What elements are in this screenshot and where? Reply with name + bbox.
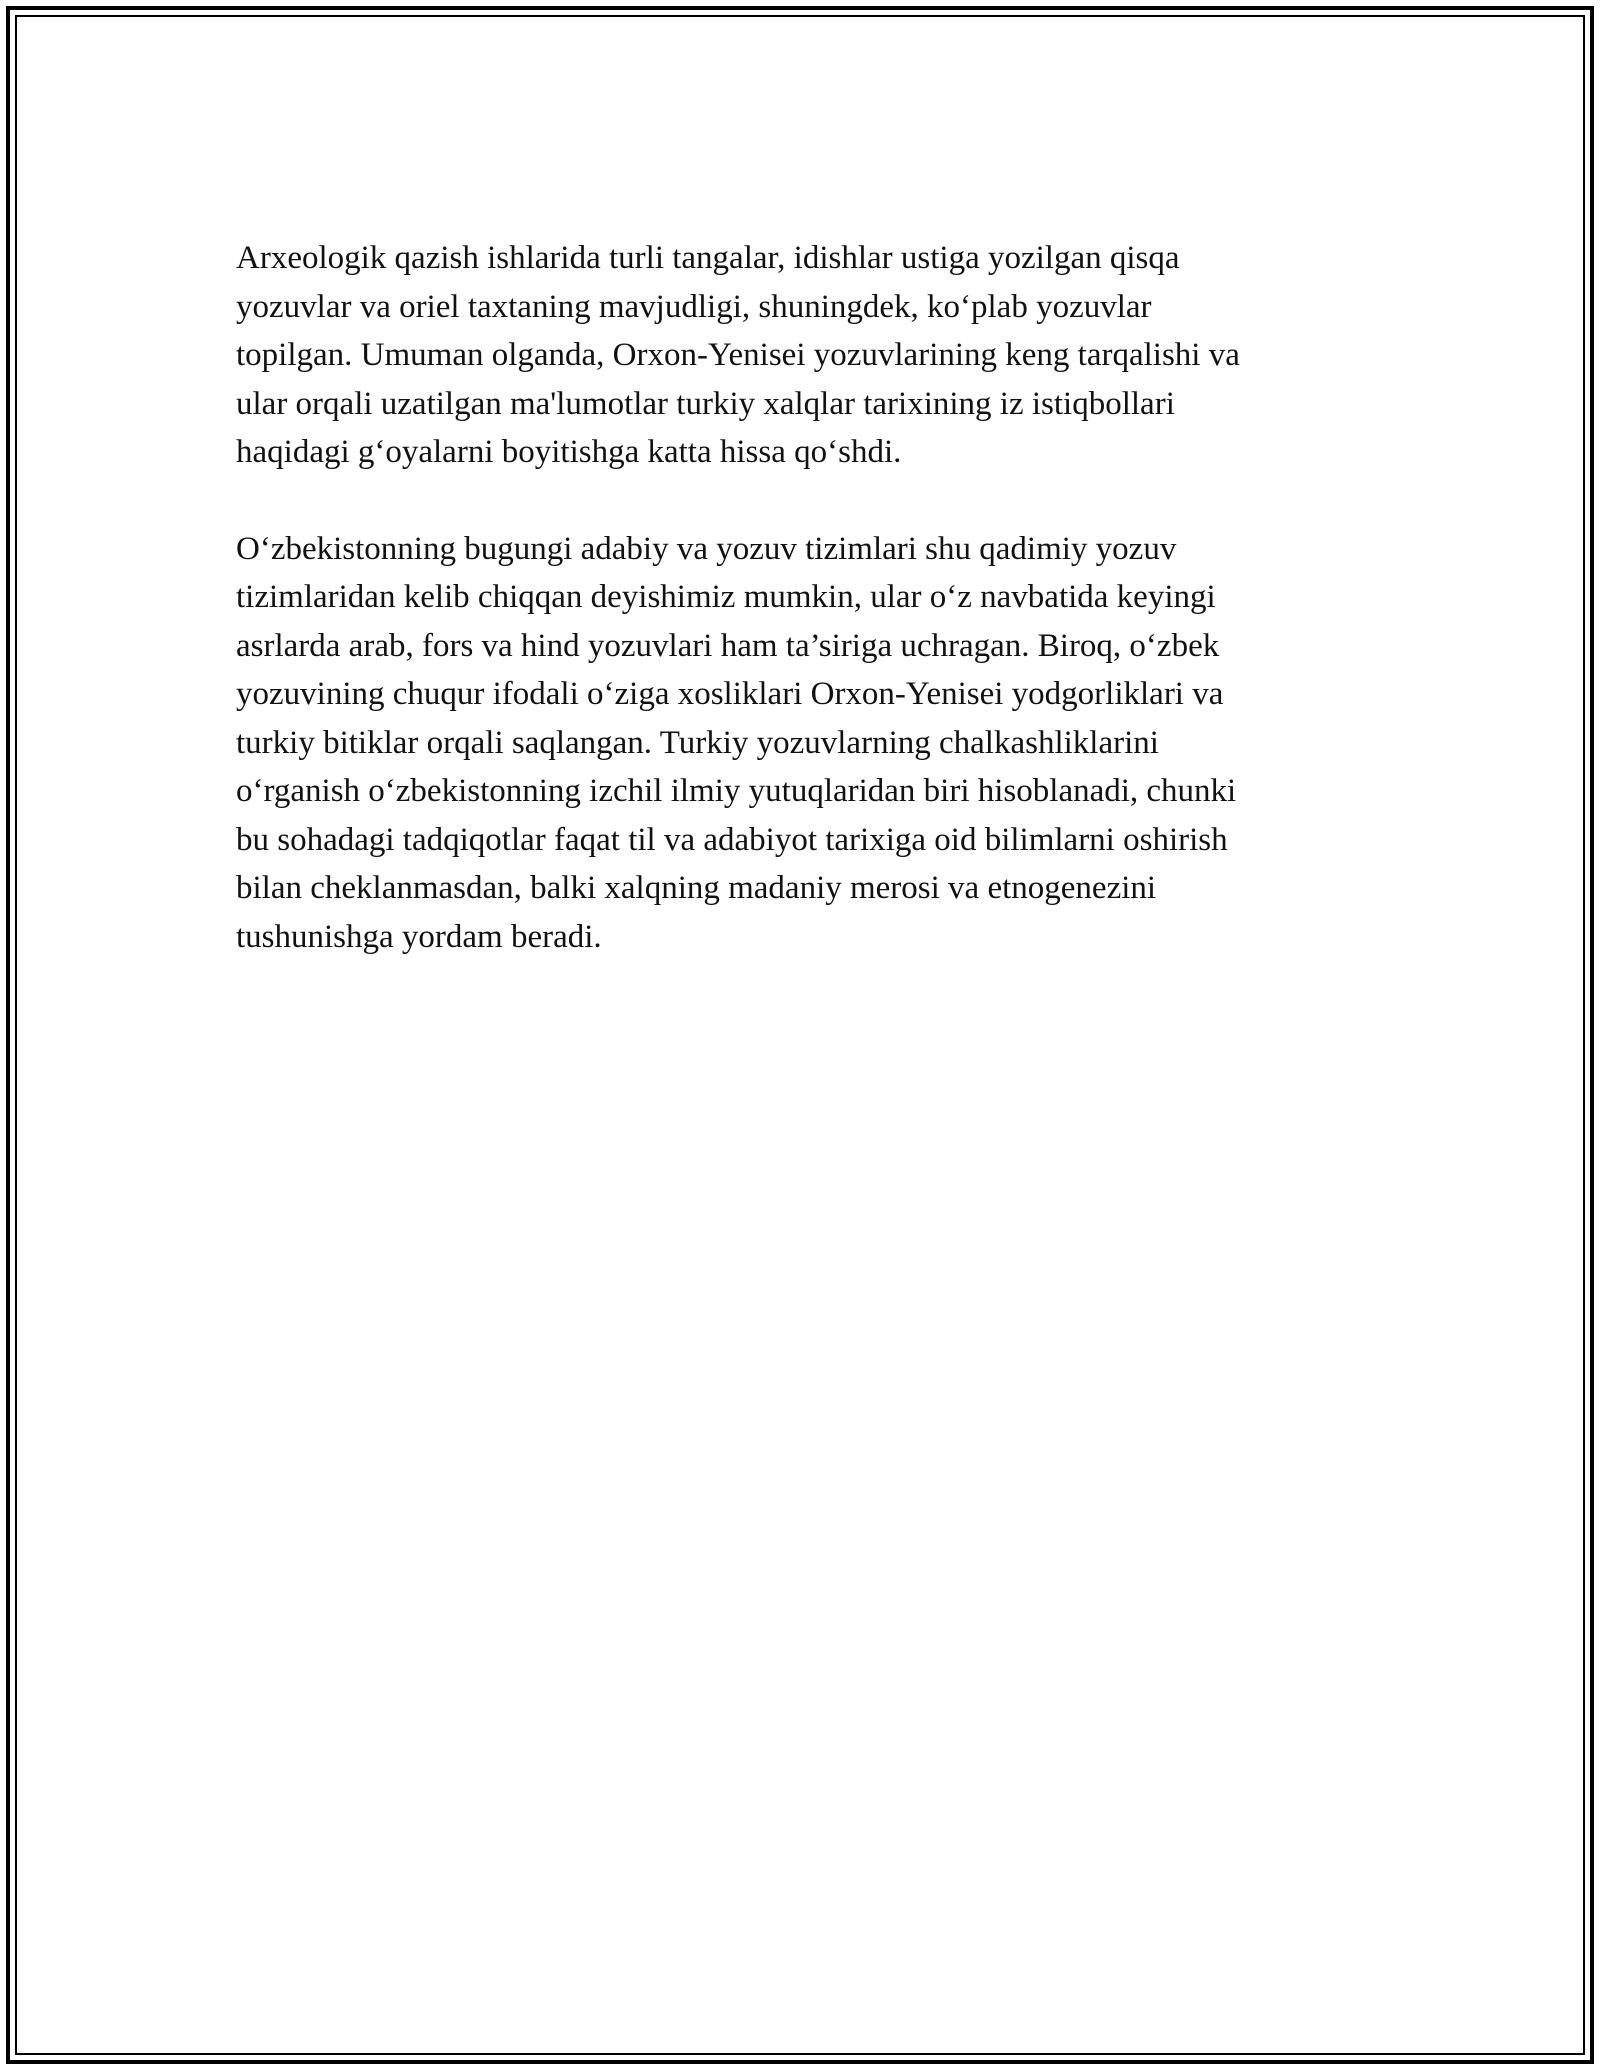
text-line: yozuvlar va oriel taxtaning mavjudligi, shuningdek, ko‘plab yozuvlar: [236, 288, 1152, 325]
text-line: topilgan. Umuman olganda, Orxon-Yenisei yozuvlarining keng tarqalishi va: [236, 337, 1240, 373]
text-line: asrlarda arab, fors va hind yozuvlari ham ta’siriga uchragan. Biroq, o‘zbek: [236, 627, 1220, 664]
text-line: tizimlaridan kelib chiqqan deyishimiz mumkin, ular o‘z navbatida keyingi: [236, 579, 1216, 615]
paragraph-1: [236, 234, 1366, 477]
text-line: O‘zbekistonning bugungi adabiy va yozuv tizimlari shu qadimiy yozuv: [236, 530, 1177, 567]
text-line: yozuvining chuqur ifodali o‘ziga xosliklari Orxon-Yenisei yodgorliklari va: [236, 676, 1224, 712]
text-line: haqidagi g‘oyalarni boyitishga katta hissa qo‘shdi.: [236, 434, 902, 470]
text-line: o‘rganish o‘zbekistonning izchil ilmiy yutuqlaridan biri hisoblanadi, chunki: [236, 773, 1237, 809]
text-line: ular orqali uzatilgan ma'lumotlar turkiy xalqlar tarixining iz istiqbollari: [236, 385, 1175, 422]
text-line: bilan cheklanmasdan, balki xalqning madaniy merosi va etnogenezini: [236, 870, 1157, 906]
text-line: turkiy bitiklar orqali saqlangan. Turkiy yozuvlarning chalkashliklarini: [236, 724, 1159, 761]
text-line: tushunishga yordam beradi.: [236, 918, 602, 955]
document-body: [236, 234, 1366, 1009]
text-line: Arxeologik qazish ishlarida turli tangalar, idishlar ustiga yozilgan qisqa: [236, 240, 1180, 276]
text-line: bu sohadagi tadqiqotlar faqat til va adabiyot tarixiga oid bilimlarni oshirish: [236, 821, 1228, 858]
paragraph-2: [236, 525, 1366, 962]
